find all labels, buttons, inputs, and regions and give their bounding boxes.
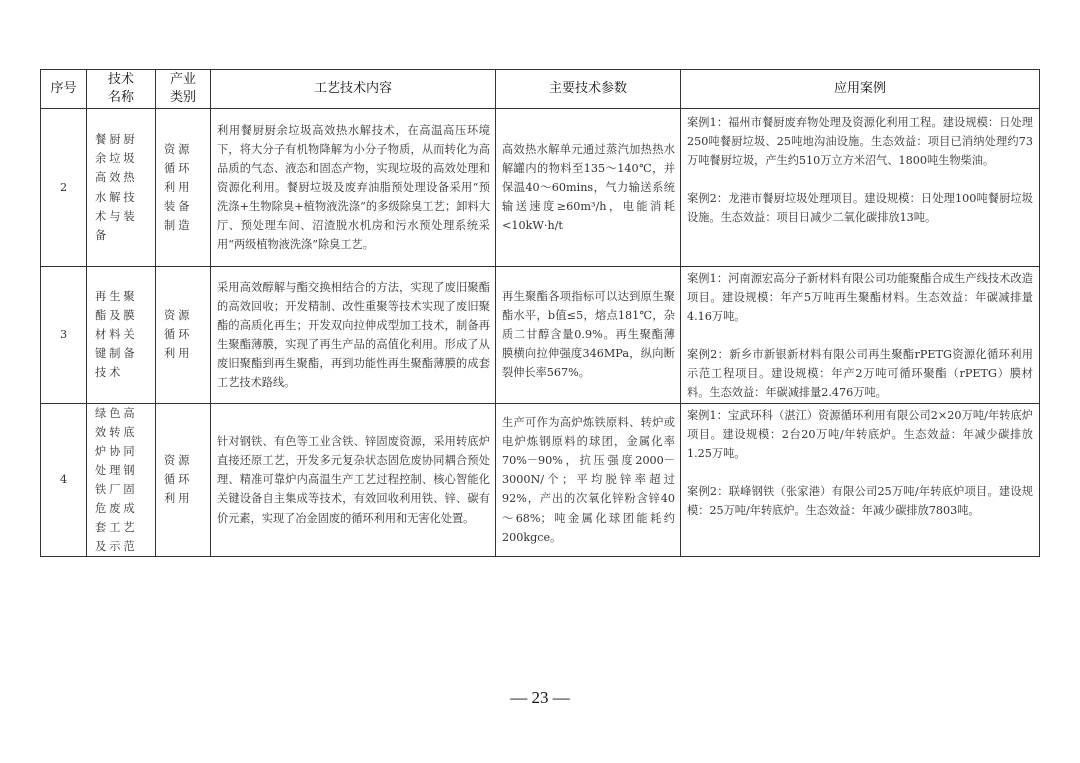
case-1: 案例1：福州市餐厨废弃物处理及资源化利用工程。建设规模：日处理250吨餐厨垃圾、25吨地沟油设施。生态效益：项目已消纳处理约73万吨餐厨垃圾，产生约510万立方米沼气、1800吨生物柴油。 xyxy=(687,116,1033,168)
case-1: 案例1：河南源宏高分子新材料有限公司功能聚酯合成生产线技术改造项目。建设规模：年产5万吨再生聚酯材料。生态效益：年碳减排量4.16万吨。 xyxy=(687,272,1033,324)
case-1: 案例1：宝武环科（湛江）资源循环利用有限公司2×20万吨/年转底炉项目。建设规模：2台20万吨/年转底炉。生态效益：年减少碳排放1.25万吨。 xyxy=(687,408,1033,460)
table-row xyxy=(41,267,1040,404)
table-header-row xyxy=(41,70,1040,109)
table-row xyxy=(41,109,1040,267)
header-category xyxy=(156,70,211,109)
process-content: 采用高效醇解与酯交换相结合的方法，实现了废旧聚酯的高效回收；开发精制、改性重聚等技术实现了废旧聚酯的高质化再生；开发双向拉伸成型加工技术，制备再生聚酯薄膜，实现了再生产品的高值化利用。形成了从废旧聚酯到再生聚酯，再到功能性再生聚酯薄膜的成套工艺技术路线。 xyxy=(211,267,496,404)
header-category-line2: 类别 xyxy=(169,90,196,105)
technology-name: 再生聚酯及膜材料关键制备技术 xyxy=(87,267,156,404)
application-cases xyxy=(681,267,1040,404)
technology-table xyxy=(40,69,1040,557)
page-number: — 23 — xyxy=(510,688,570,707)
header-name xyxy=(87,70,156,109)
industry-category: 资源循环利用 xyxy=(156,267,211,404)
industry-category: 资源循环利用装备制造 xyxy=(156,109,211,267)
header-cases: 应用案例 xyxy=(681,70,1040,109)
header-name-line2: 名称 xyxy=(107,90,134,105)
header-params: 主要技术参数 xyxy=(496,70,681,109)
case-2: 案例2：龙港市餐厨垃圾处理项目。建设规模：日处理100吨餐厨垃圾设施。生态效益：项目日减少二氧化碳排放13吨。 xyxy=(687,192,1033,225)
process-content: 利用餐厨厨余垃圾高效热水解技术，在高温高压环境下，将大分子有机物降解为小分子物质，从而转化为高品质的气态、液态和固态产物，实现垃圾的高效处理和资源化利用。餐厨垃圾及废弃油脂预处理设备采用“预洗涤+生物除臭+植物液洗涤”的多级除臭工艺；卸料大厅、预处理车间、沼渣脱水机房和污水预处理系统采用“两级植物液洗涤”除臭工艺。 xyxy=(211,109,496,267)
application-cases xyxy=(681,109,1040,267)
table-row xyxy=(41,403,1040,557)
technology-name: 绿色高效转底炉协同处理钢铁厂固危废成套工艺及示范 xyxy=(87,403,156,557)
case-2: 案例2：联峰钢铁（张家港）有限公司25万吨/年转底炉项目。建设规模：25万吨/年转底炉。生态效益：年减少碳排放7803吨。 xyxy=(687,484,1033,517)
technical-params: 生产可作为高炉炼铁原料、转炉或电炉炼钢原料的球团，金属化率70%－90%，抗压强度2000－3000N/个；平均脱锌率超过92%，产出的次氧化锌粉含锌40～68%；吨金属化球团能耗约200kgce。 xyxy=(496,403,681,557)
header-no: 序号 xyxy=(41,70,87,109)
header-content: 工艺技术内容 xyxy=(211,70,496,109)
industry-category: 资源循环利用 xyxy=(156,403,211,557)
row-number: 2 xyxy=(41,109,87,267)
header-name-line1: 技术 xyxy=(107,72,134,87)
process-content: 针对钢铁、有色等工业含铁、锌固废资源，采用转底炉直接还原工艺，开发多元复杂状态固危废协同耦合预处理、精准可靠炉内高温生产工艺过程控制、核心智能化关键设备自主集成等技术，有效回收利用铁、锌、碳有价元素，实现了冶金固废的循环利用和无害化处置。 xyxy=(211,403,496,557)
row-number: 3 xyxy=(41,267,87,404)
technical-params: 高效热水解单元通过蒸汽加热热水解罐内的物料至135～140℃，并保温40～60mins，气力输送系统输送速度≥60m³/h，电能消耗<10kW·h/t xyxy=(496,109,681,267)
case-2: 案例2：新乡市新银新材料有限公司再生聚酯rPETG资源化循环利用示范工程项目。建设规模：年产2万吨可循环聚酯（rPETG）膜材料。生态效益：年碳减排量2.476万吨。 xyxy=(687,348,1033,400)
header-category-line1: 产业 xyxy=(169,72,196,87)
application-cases xyxy=(681,403,1040,557)
technical-params: 再生聚酯各项指标可以达到原生聚酯水平，b值≤5，熔点181℃，杂质二甘醇含量0.9%。再生聚酯薄膜横向拉伸强度346MPa，纵向断裂伸长率567%。 xyxy=(496,267,681,404)
technology-name: 餐厨厨余垃圾高效热水解技术与装备 xyxy=(87,109,156,267)
row-number: 4 xyxy=(41,403,87,557)
